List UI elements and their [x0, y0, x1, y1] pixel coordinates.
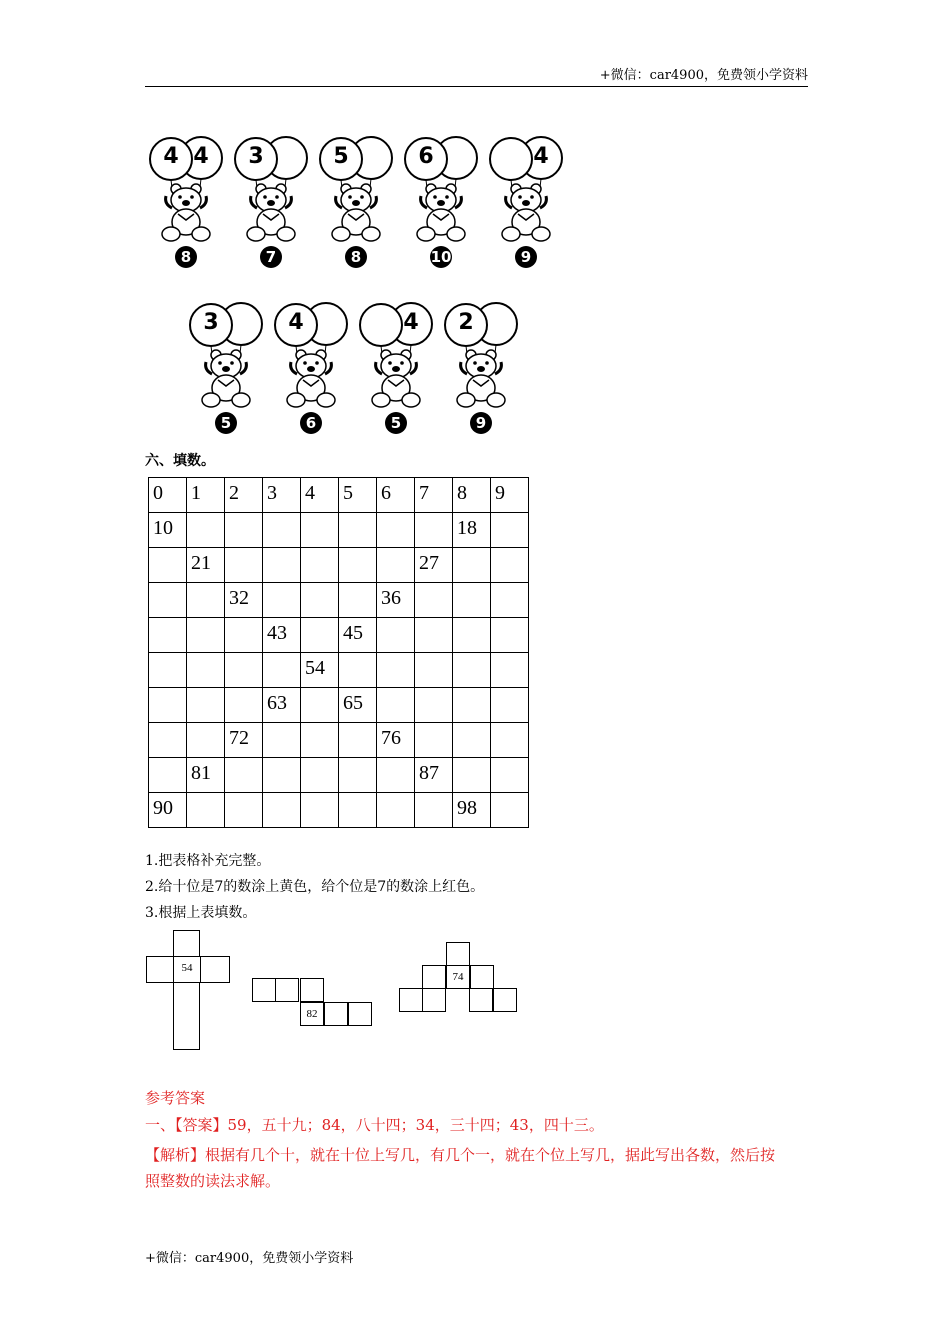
grid-cell — [301, 548, 339, 583]
shape-cell — [252, 978, 276, 1002]
grid-cell: 81 — [187, 758, 225, 793]
right-balloon-number: 4 — [193, 144, 209, 169]
grid-cell — [339, 513, 377, 548]
grid-cell — [187, 653, 225, 688]
grid-cell: 36 — [377, 583, 415, 618]
grid-cell — [415, 723, 453, 758]
left-balloon-number: 4 — [163, 144, 179, 169]
bear-with-balloons — [231, 134, 311, 274]
shape-cell — [446, 942, 470, 966]
grid-cell — [263, 723, 301, 758]
grid-cell — [339, 583, 377, 618]
answer-title: 参考答案 — [145, 1089, 206, 1107]
grid-cell — [491, 618, 529, 653]
shape-labeled-cell: 74 — [446, 965, 470, 989]
task-2: 2.给十位是7的数涂上黄色，给个位是7的数涂上红色。 — [145, 879, 485, 895]
header-text: +微信：car4900，免费领小学资料 — [599, 68, 808, 83]
grid-cell — [301, 723, 339, 758]
shape-cell — [399, 988, 423, 1012]
grid-cell — [377, 793, 415, 828]
shape-cell — [422, 965, 446, 989]
shape-cell — [300, 978, 324, 1002]
shape-cell — [422, 988, 446, 1012]
grid-cell — [491, 513, 529, 548]
grid-row — [149, 653, 529, 688]
shape-cell — [173, 930, 200, 957]
answer-line-2: 【解析】根据有几个十，就在十位上写几，有几个一，就在个位上写几，据此写出各数，然后按 — [145, 1146, 776, 1164]
grid-cell: 90 — [149, 793, 187, 828]
grid-cell — [339, 723, 377, 758]
grid-cell — [453, 548, 491, 583]
grid-cell: 72 — [225, 723, 263, 758]
grid-cell: 1 — [187, 478, 225, 513]
grid-cell — [301, 688, 339, 723]
grid-cell — [149, 653, 187, 688]
grid-cell — [491, 688, 529, 723]
grid-cell — [491, 548, 529, 583]
shape-cell — [348, 1002, 372, 1026]
total-badge-number: 5 — [390, 414, 402, 432]
grid-cell — [453, 583, 491, 618]
grid-cell: 7 — [415, 478, 453, 513]
left-balloon-number: 2 — [458, 310, 474, 335]
grid-row — [149, 478, 529, 513]
right-balloon-number: 4 — [403, 310, 419, 335]
total-badge-number: 8 — [180, 248, 192, 266]
grid-cell: 87 — [415, 758, 453, 793]
grid-cell — [377, 513, 415, 548]
grid-row — [149, 513, 529, 548]
number-grid — [148, 477, 529, 828]
grid-cell: 27 — [415, 548, 453, 583]
total-badge-number: 8 — [350, 248, 362, 266]
shape-cell — [493, 988, 517, 1012]
grid-cell — [339, 758, 377, 793]
shape-cell — [146, 956, 174, 983]
grid-cell: 3 — [263, 478, 301, 513]
grid-cell — [149, 723, 187, 758]
grid-cell — [377, 758, 415, 793]
total-badge-number: 6 — [305, 414, 317, 432]
grid-cell — [415, 618, 453, 653]
grid-cell — [339, 793, 377, 828]
bear-with-balloons — [441, 300, 521, 440]
grid-cell — [301, 758, 339, 793]
shape-cell — [324, 1002, 348, 1026]
left-balloon-number: 5 — [333, 144, 349, 169]
grid-row — [149, 583, 529, 618]
grid-cell — [187, 723, 225, 758]
grid-row — [149, 548, 529, 583]
grid-cell: 4 — [301, 478, 339, 513]
grid-cell — [149, 548, 187, 583]
grid-cell: 65 — [339, 688, 377, 723]
bear-with-balloons — [186, 300, 266, 440]
grid-cell: 32 — [225, 583, 263, 618]
grid-cell — [225, 618, 263, 653]
task-3: 3.根据上表填数。 — [145, 905, 257, 921]
shape-labeled-cell: 82 — [300, 1002, 324, 1026]
grid-cell — [415, 653, 453, 688]
grid-cell: 45 — [339, 618, 377, 653]
grid-cell — [187, 618, 225, 653]
grid-cell — [149, 583, 187, 618]
grid-cell — [339, 653, 377, 688]
left-balloon-number: 6 — [418, 144, 434, 169]
left-balloon-number: 4 — [288, 310, 304, 335]
grid-cell — [377, 618, 415, 653]
grid-cell — [225, 688, 263, 723]
grid-cell — [377, 548, 415, 583]
grid-cell: 76 — [377, 723, 415, 758]
grid-cell — [301, 793, 339, 828]
shape-cell — [469, 988, 493, 1012]
grid-cell — [149, 688, 187, 723]
grid-row — [149, 618, 529, 653]
footer-text: +微信：car4900，免费领小学资料 — [145, 1251, 354, 1266]
grid-cell — [415, 513, 453, 548]
grid-cell — [491, 793, 529, 828]
grid-cell: 8 — [453, 478, 491, 513]
grid-cell: 2 — [225, 478, 263, 513]
bear-with-balloons — [271, 300, 351, 440]
grid-cell — [225, 793, 263, 828]
grid-cell — [491, 758, 529, 793]
total-badge-number: 9 — [520, 248, 532, 266]
grid-cell: 10 — [149, 513, 187, 548]
bear-with-balloons — [356, 300, 436, 440]
grid-cell — [263, 548, 301, 583]
grid-row — [149, 688, 529, 723]
bear-with-balloons — [401, 134, 481, 274]
grid-cell: 0 — [149, 478, 187, 513]
left-balloon-number: 3 — [248, 144, 264, 169]
grid-cell — [187, 688, 225, 723]
grid-cell — [263, 793, 301, 828]
grid-cell — [415, 688, 453, 723]
grid-cell — [453, 723, 491, 758]
bear-with-balloons — [146, 134, 226, 274]
grid-cell — [415, 583, 453, 618]
grid-cell — [225, 653, 263, 688]
total-badge-number: 9 — [475, 414, 487, 432]
grid-cell: 6 — [377, 478, 415, 513]
grid-cell — [453, 758, 491, 793]
shape-cell — [173, 982, 200, 1050]
grid-cell — [187, 583, 225, 618]
bear-with-balloons — [316, 134, 396, 274]
grid-cell: 5 — [339, 478, 377, 513]
grid-cell: 18 — [453, 513, 491, 548]
grid-row — [149, 758, 529, 793]
grid-cell — [301, 513, 339, 548]
grid-cell — [263, 758, 301, 793]
grid-cell — [377, 688, 415, 723]
grid-cell — [491, 583, 529, 618]
grid-row — [149, 793, 529, 828]
grid-cell — [301, 583, 339, 618]
grid-cell — [187, 513, 225, 548]
shape-center-cell: 54 — [173, 956, 201, 983]
shape-cell — [275, 978, 299, 1002]
grid-cell — [301, 618, 339, 653]
grid-cell: 9 — [491, 478, 529, 513]
grid-cell — [377, 653, 415, 688]
total-badge-number: 7 — [265, 248, 277, 266]
grid-cell — [149, 618, 187, 653]
answer-line-1: 一、【答案】59，五十九；84，八十四；34，三十四；43，四十三。 — [145, 1116, 604, 1134]
grid-cell — [187, 793, 225, 828]
grid-cell: 43 — [263, 618, 301, 653]
grid-cell — [225, 548, 263, 583]
bear-with-balloons — [486, 134, 566, 274]
grid-cell: 63 — [263, 688, 301, 723]
grid-cell — [415, 793, 453, 828]
grid-cell — [263, 583, 301, 618]
grid-cell — [149, 758, 187, 793]
grid-row — [149, 723, 529, 758]
header-rule — [145, 86, 808, 87]
grid-cell — [491, 723, 529, 758]
grid-cell — [263, 653, 301, 688]
grid-cell: 54 — [301, 653, 339, 688]
grid-cell — [339, 548, 377, 583]
shape-cell — [200, 956, 230, 983]
grid-cell — [453, 653, 491, 688]
task-1: 1.把表格补充完整。 — [145, 853, 271, 869]
grid-cell — [225, 513, 263, 548]
answer-line-3: 照整数的读法求解。 — [145, 1172, 281, 1190]
grid-cell — [225, 758, 263, 793]
total-badge-number: 10 — [430, 248, 452, 266]
left-balloon-number: 3 — [203, 310, 219, 335]
grid-cell: 21 — [187, 548, 225, 583]
right-balloon-number: 4 — [533, 144, 549, 169]
shape-cell — [470, 965, 494, 989]
grid-cell — [453, 618, 491, 653]
grid-cell: 98 — [453, 793, 491, 828]
grid-cell — [263, 513, 301, 548]
total-badge-number: 5 — [220, 414, 232, 432]
section-title: 六、填数。 — [145, 453, 215, 469]
grid-cell — [491, 653, 529, 688]
grid-cell — [453, 688, 491, 723]
